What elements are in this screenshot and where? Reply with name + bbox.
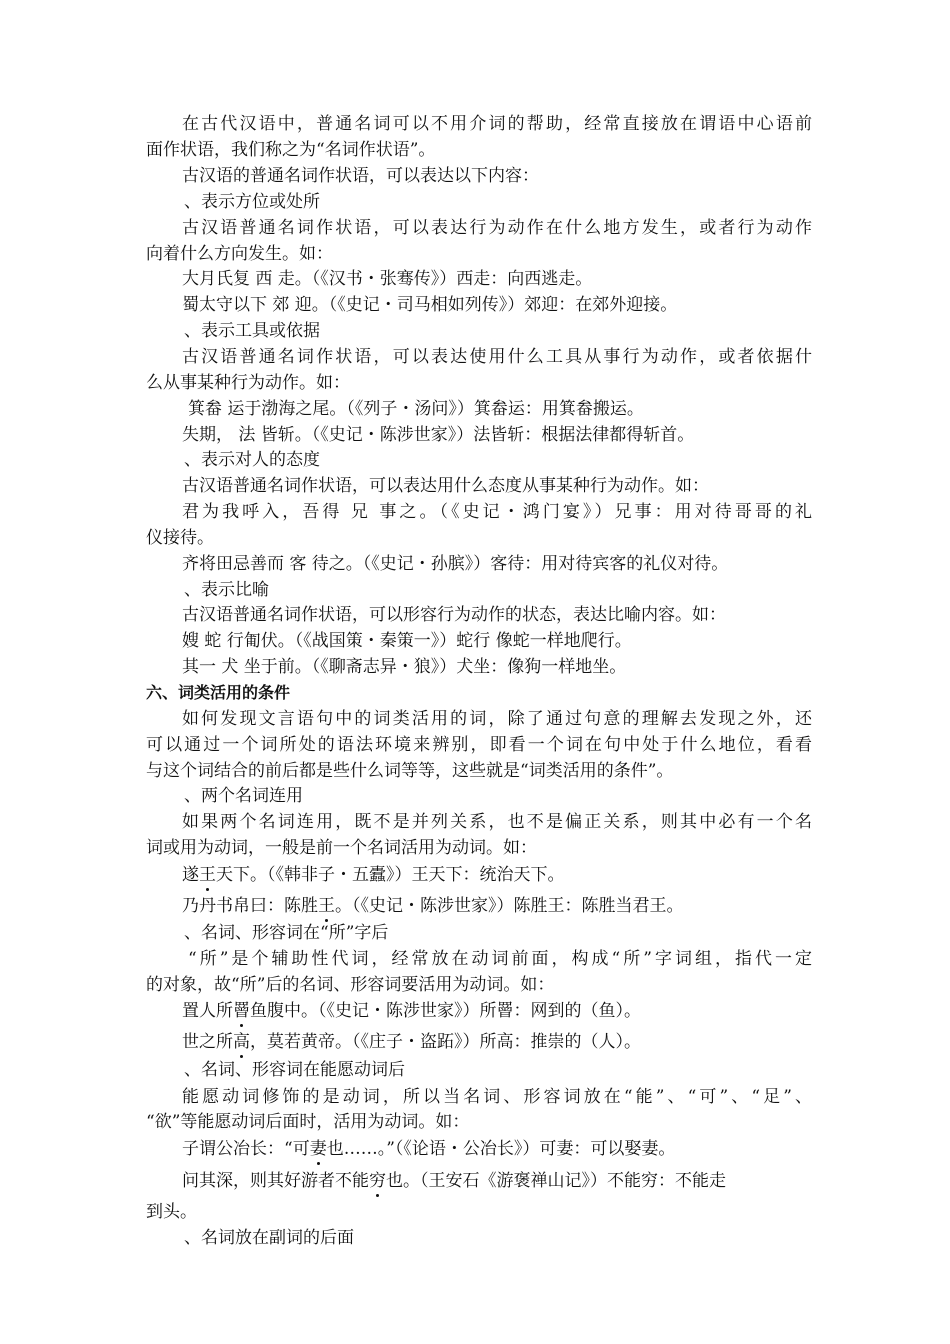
paragraph-line: 古汉语普通名词作状语，可以形容行为动作的状态，表达比喻内容。如： (182, 605, 726, 625)
paragraph-line: 词或用为动词，一般是前一个名词活用为动词。如： (146, 838, 537, 858)
emphasized-word: 王 (318, 896, 335, 916)
example-line: 大月氏复 西 走。（《汉书・张骞传》）西走：向西逃走。 (182, 269, 593, 289)
example-line: 蜀太守以下 郊 迎。（《史记・司马相如列传》）郊迎：在郊外迎接。 (182, 295, 678, 315)
paragraph-line: 古汉语普通名词作状语，可以表达行为动作在什么地方发生，或者行为动作 (182, 218, 812, 238)
example-line: 其一 犬 坐于前。（《聊斋志异・狼》）犬坐：像狗一样地坐。 (182, 657, 627, 677)
example-text: 置人所 (182, 1001, 233, 1021)
example-line (182, 1000, 812, 1022)
example-line: 嫂 蛇 行匍伏。（《战国策・秦策一》）蛇行 像蛇一样地爬行。 (182, 631, 632, 651)
paragraph-line: 古汉语普通名词作状语，可以表达使用什么工具从事行为动作，或者依据什 (182, 347, 812, 367)
example-line (182, 864, 812, 886)
subheading: 、表示方位或处所 (184, 192, 320, 212)
emphasized-word: 妻 (309, 1139, 327, 1159)
paragraph-line: “欲”等能愿动词后面时，活用为动词。如： (146, 1112, 470, 1132)
example-line: 君为我呼入，吾得 兄 事之。（《史记・鸿门宴》）兄事：用对待哥哥的礼 (182, 502, 812, 522)
example-line: 失期， 法 皆斩。（《史记・陈涉世家》）法皆斩：根据法律都得斩首。 (182, 425, 695, 445)
example-line (182, 1170, 812, 1192)
paragraph-line: 面作状语，我们称之为“名词作状语”。 (146, 140, 436, 160)
example-text: 。（《史记・陈涉世家》）陈胜王：陈胜当君王。 (335, 896, 684, 916)
subheading: 、名词放在副词的后面 (184, 1228, 354, 1248)
emphasized-word: 高 (233, 1032, 250, 1052)
paragraph-line: 如果两个名词连用，既不是并列关系，也不是偏正关系，则其中必有一个名 (182, 812, 812, 832)
example-text: 子谓公冶长：“可 (182, 1139, 310, 1159)
paragraph-line: 与这个词结合的前后都是些什么词等等，这些就是“词类活用的条件”。 (146, 761, 674, 781)
example-text: 也。（王安石《游褒禅山记》）不能穷：不能走 (386, 1171, 726, 1191)
example-text: 也……。”（《论语・公冶长》）可妻：可以娶妻。 (326, 1139, 676, 1159)
paragraph-line: 如何发现文言语句中的词类活用的词，除了通过句意的理解去发现之外，还 (182, 709, 812, 729)
paragraph-line: 可以通过一个词所处的语法环境来辨别，即看一个词在句中处于什么地位，看看 (146, 735, 812, 755)
example-text: 世之所 (182, 1032, 233, 1052)
example-line (182, 895, 812, 917)
example-line: 齐将田忌善而 客 待之。（《史记・孙膑》）客待：用对待宾客的礼仪对待。 (182, 554, 729, 574)
example-text: 天下。（《韩非子・五蠹》）王天下：统治天下。 (216, 865, 565, 885)
paragraph-line: 么从事某种行为动作。如： (146, 373, 350, 393)
example-text: 遂 (182, 865, 199, 885)
example-text: 鱼腹中。（《史记・陈涉世家》）所罾：网到的（鱼）。 (250, 1001, 641, 1021)
example-line: 到头。 (146, 1202, 197, 1222)
subheading: 、表示工具或依据 (184, 321, 320, 341)
paragraph-line: 能愿动词修饰的是动词，所以当名词、形容词放在“能”、“可”、“足”、 (182, 1087, 812, 1107)
subheading: 、两个名词连用 (184, 786, 303, 806)
paragraph-line: “所”是个辅助性代词，经常放在动词前面，构成“所”字词组，指代一定 (188, 949, 812, 969)
paragraph-line: 在古代汉语中，普通名词可以不用介词的帮助，经常直接放在谓语中心语前 (182, 114, 812, 134)
paragraph-line: 的对象，故“所”后的名词、形容词要活用为动词。如： (146, 975, 555, 995)
paragraph-line: 向着什么方向发生。如： (146, 244, 333, 264)
example-text: 问其深，则其好游者不能 (182, 1171, 369, 1191)
example-line (182, 1031, 812, 1053)
example-line: 箕畚 运于渤海之尾。（《列子・汤问》）箕畚运：用箕畚搬运。 (188, 399, 644, 419)
example-line: 仪接待。 (146, 528, 214, 548)
example-text: 乃丹书帛曰：陈胜 (182, 896, 318, 916)
subheading: 、名词、形容词在“所”字后 (184, 923, 389, 943)
example-text: ，莫若黄帝。（《庄子・盗跖》）所高：推崇的（人）。 (250, 1032, 641, 1052)
emphasized-word: 王 (199, 865, 216, 885)
emphasized-word: 罾 (233, 1001, 250, 1021)
subheading: 、表示对人的态度 (184, 450, 320, 470)
subheading: 、表示比喻 (184, 580, 269, 600)
subheading: 、名词、形容词在能愿动词后 (184, 1060, 405, 1080)
example-line (182, 1138, 812, 1160)
section-heading: 六、词类活用的条件 (146, 683, 291, 702)
paragraph-line: 古汉语的普通名词作状语，可以表达以下内容： (182, 166, 539, 186)
paragraph-line: 古汉语普通名词作状语，可以表达用什么态度从事某种行为动作。如： (182, 476, 709, 496)
emphasized-word: 穷 (369, 1171, 386, 1191)
